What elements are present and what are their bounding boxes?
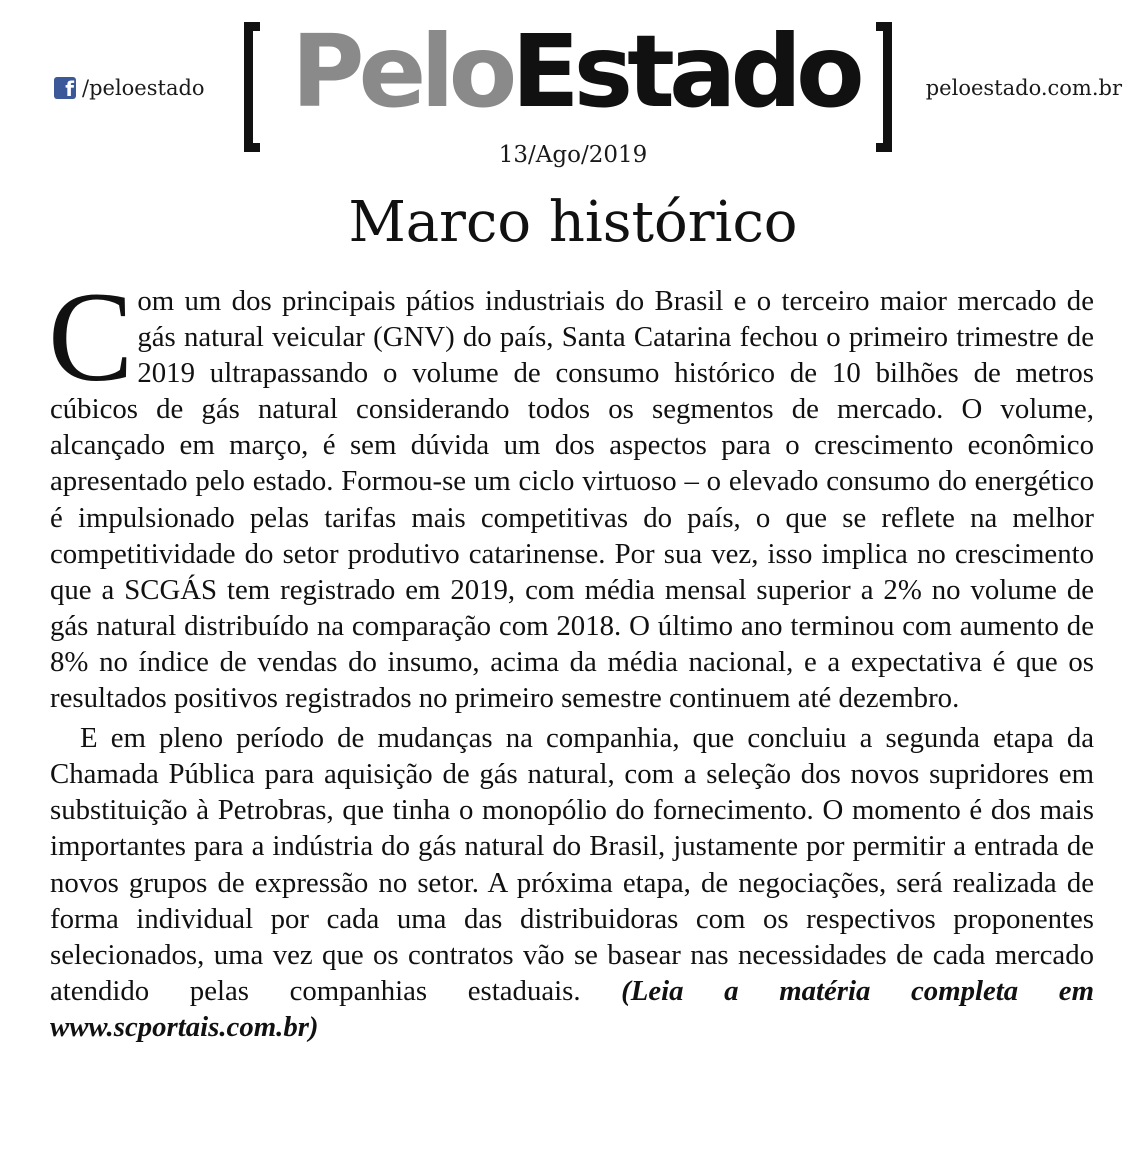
- publication-date: 13/Ago/2019: [498, 142, 648, 168]
- article-body: [48, 266, 1094, 1045]
- paragraph-1-text: om um dos principais pátios industriais do Brasil e o terceiro maior mercado de gás natural veicular (GNV) do país, Santa Catarina fechou o primeiro trimestre de 2019 ultrapassando o volume de consumo histórico de 10 bilhões de metros cúbicos de gás natural considerando todos os segmentos de mercado. O volume, alcançado em março, é sem dúvida um dos aspectos para o crescimento econômico apresentado pelo estado. Formou-se um ciclo virtuoso – o elevado consumo do energético é impulsionado pelas tarifas mais competitivas do país, o que se reflete na melhor competitividade do setor produtivo catarinense. Por sua vez, isso implica no crescimento que a SCGÁS tem registrado em 2019, com média mensal superior a 2% no volume de gás natural distribuído na comparação com 2018. O último ano terminou com aumento de 8% no índice de vendas do insumo, acima da média nacional, e a expectativa é que os resultados positivos registrados no primeiro semestre continuem até dezembro.: [50, 285, 1094, 715]
- article-headline: Marco histórico: [348, 190, 798, 255]
- facebook-link[interactable]: [54, 76, 205, 100]
- logo-part-pelo: Pelo: [291, 13, 512, 130]
- newspaper-logo: [285, 13, 865, 130]
- website-link[interactable]: peloestado.com.br: [925, 76, 1122, 100]
- drop-cap: C: [48, 266, 134, 408]
- left-bracket: [244, 22, 260, 152]
- logo-part-estado: Estado: [511, 13, 859, 130]
- right-bracket: [876, 22, 892, 152]
- facebook-icon: f: [54, 77, 76, 99]
- paragraph-2-text: E em pleno período de mudanças na companhia, que concluiu a segunda etapa da Chamada Pública para aquisição de gás natural, com a seleção dos novos supridores em substituição à Petrobras, que tinha o monopólio do fornecimento. O momento é dos mais importantes para a indústria do gás natural do Brasil, justamente por permitir a entrada de novos grupos de expressão no setor. A próxima etapa, de negociações, será realizada de forma individual por cada uma das distribuidoras com os respectivos proponentes selecionados, uma vez que os contratos vão se basear nas necessidades de cada mercado atendido pelas companhias estaduais.: [50, 722, 1094, 1007]
- article-paragraph-1: [48, 266, 1094, 716]
- read-more-note[interactable]: (Leia a matéria completa em www.scportais.com.br): [50, 974, 1094, 1043]
- masthead: [0, 0, 1146, 180]
- facebook-handle: /peloestado: [82, 76, 205, 100]
- article-paragraph-2: [50, 720, 1094, 1045]
